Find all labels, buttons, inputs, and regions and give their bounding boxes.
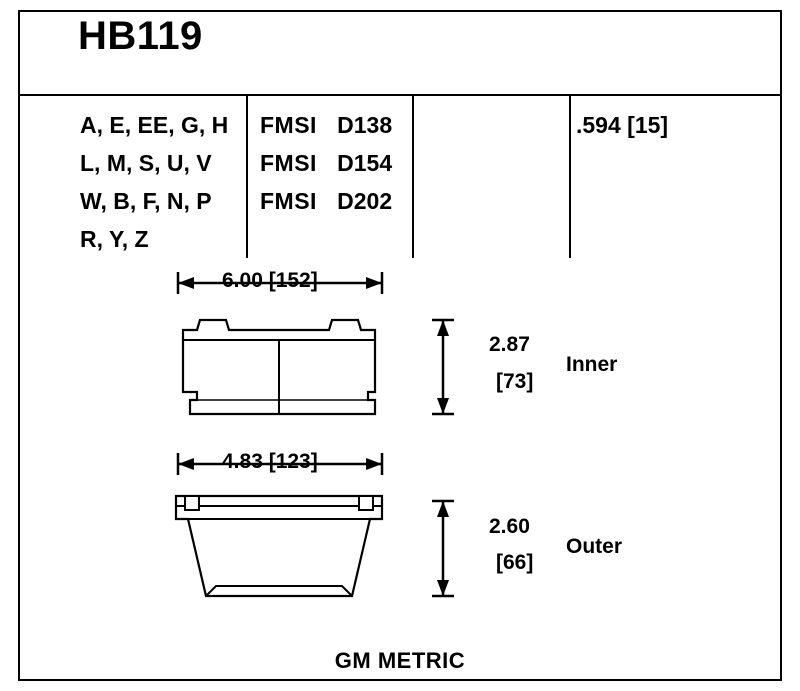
footer-title: GM METRIC [334, 648, 466, 673]
thickness-value: .594 [15] [576, 112, 669, 138]
compound-code-row: W, B, F, N, P [80, 188, 212, 214]
table-divider-2 [412, 96, 414, 258]
outer-pad-label: Outer [566, 535, 623, 558]
fmsi-label: FMSI [260, 150, 331, 176]
fmsi-value: D138 [337, 112, 393, 138]
fmsi-row [260, 106, 410, 144]
table-divider-3 [569, 96, 571, 258]
inner-height-mm-label: [73] [496, 370, 534, 393]
compound-code-row: R, Y, Z [80, 226, 149, 252]
fmsi-label: FMSI [260, 112, 331, 138]
inner-width-label: 6.00 [152] [222, 269, 318, 292]
fmsi-label: FMSI [260, 188, 331, 214]
spec-table [20, 96, 780, 258]
table-divider-1 [246, 96, 248, 258]
fmsi-row [260, 182, 410, 220]
inner-height-inches-label: 2.87 [489, 333, 530, 356]
fmsi-row [260, 144, 410, 182]
compound-code-row: L, M, S, U, V [80, 150, 212, 176]
thickness-column [576, 106, 776, 144]
fmsi-column [260, 106, 410, 220]
compound-code-column [80, 106, 240, 258]
outer-height-inches-label: 2.60 [489, 515, 530, 538]
inner-pad-label: Inner [566, 353, 618, 376]
compound-code-row: A, E, EE, G, H [80, 112, 229, 138]
fmsi-value: D202 [337, 188, 393, 214]
fmsi-value: D154 [337, 150, 393, 176]
outer-height-mm-label: [66] [496, 551, 534, 574]
page-title: HB119 [78, 14, 203, 58]
outer-width-label: 4.83 [123] [222, 450, 318, 473]
